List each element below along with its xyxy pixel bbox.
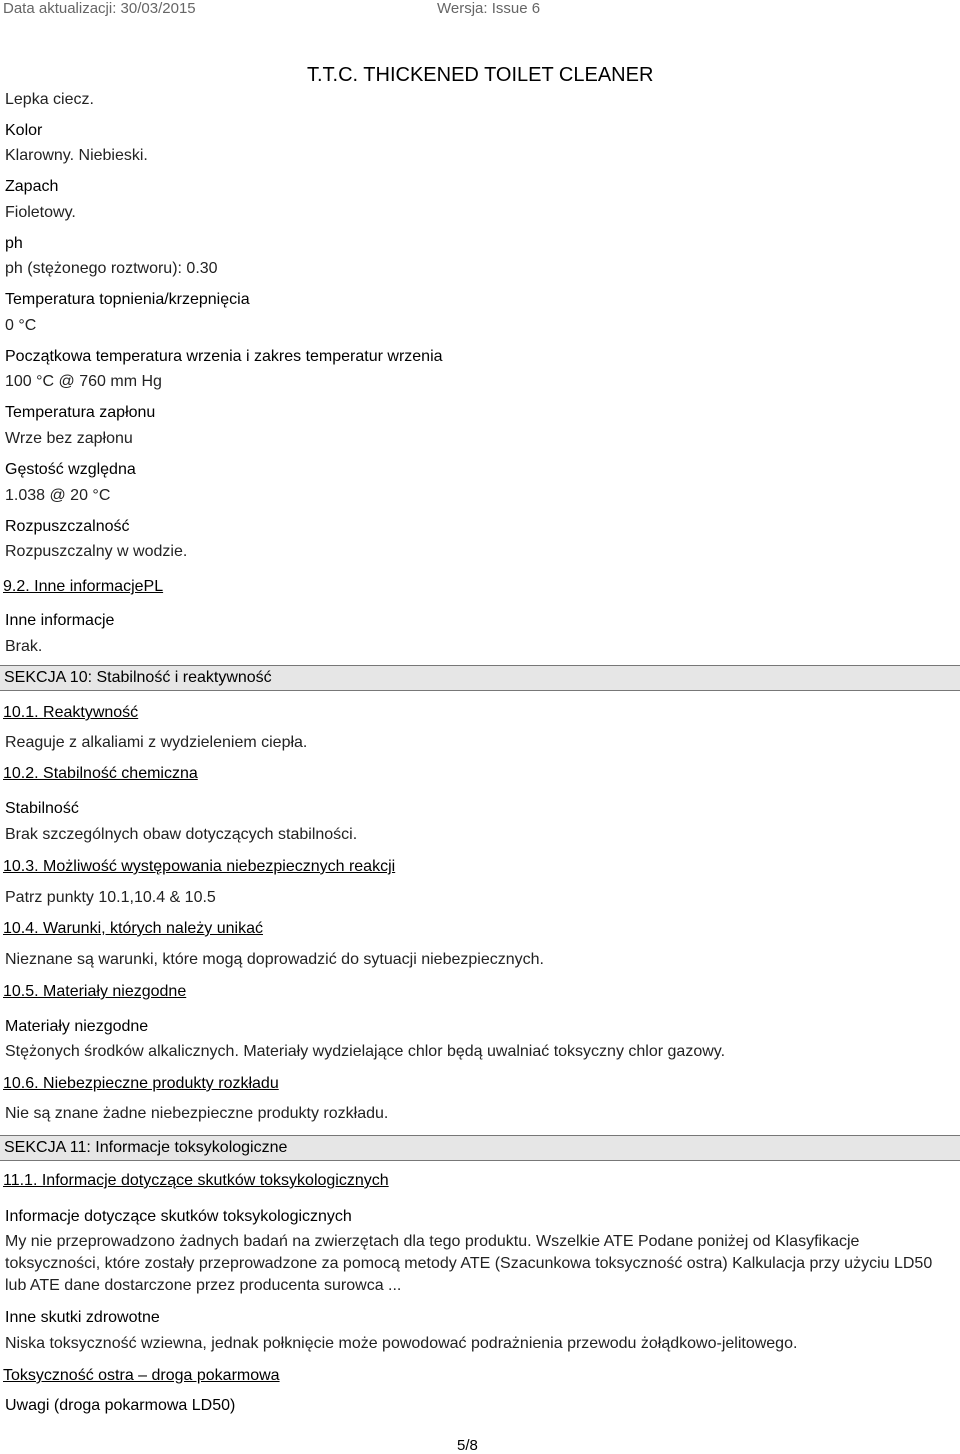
odor-value: Fioletowy. — [5, 204, 76, 221]
page-number: 5/8 — [457, 1437, 478, 1454]
section-10-header — [0, 665, 960, 691]
ph-value: ph (stężonego roztworu): 0.30 — [5, 260, 218, 277]
hazardous-reactions-text: Patrz punkty 10.1,10.4 & 10.5 — [5, 889, 216, 906]
section-11-header — [0, 1135, 960, 1161]
incompatible-materials-text: Stężonych środków alkalicznych. Materiały wydzielające chlor będą uwalniać toksyczny chlor gazowy. — [5, 1043, 726, 1060]
subsection-11-1-heading: 11.1. Informacje dotyczące skutków toksykologicznych — [3, 1172, 389, 1189]
other-info-value: Brak. — [5, 638, 43, 655]
ph-label: ph — [5, 235, 23, 252]
version-label: Wersja: Issue 6 — [437, 0, 541, 17]
other-health-effects-label: Inne skutki zdrowotne — [5, 1309, 160, 1326]
relative-density-value: 1.038 @ 20 °C — [5, 487, 111, 504]
section-11-title: SEKCJA 11: Informacje toksykologiczne — [4, 1139, 288, 1156]
melting-point-value: 0 °C — [5, 317, 37, 334]
odor-label: Zapach — [5, 178, 59, 195]
decomposition-products-text: Nie są znane żadne niebezpieczne produkty rozkładu. — [5, 1105, 389, 1122]
color-label: Kolor — [5, 122, 43, 139]
subsection-10-1-heading: 10.1. Reaktywność — [3, 704, 139, 721]
other-info-label: Inne informacje — [5, 612, 115, 629]
oral-ld50-notes-label: Uwagi (droga pokarmowa LD50) — [5, 1397, 236, 1414]
relative-density-label: Gęstość względna — [5, 461, 136, 478]
toxicological-info-label: Informacje dotyczące skutków toksykologicznych — [5, 1208, 352, 1225]
incompatible-materials-label: Materiały niezgodne — [5, 1018, 149, 1035]
other-health-effects-text: Niska toksyczność wziewna, jednak połknięcie może powodować podrażnienia przewodu żołądkowo-jelitowego. — [5, 1335, 798, 1352]
conditions-avoid-text: Nieznane są warunki, które mogą doprowadzić do sytuacji niebezpiecznych. — [5, 951, 544, 968]
solubility-label: Rozpuszczalność — [5, 518, 130, 535]
subsection-10-6-heading: 10.6. Niebezpieczne produkty rozkładu — [3, 1075, 279, 1092]
subsection-10-2-heading: 10.2. Stabilność chemiczna — [3, 765, 198, 782]
section-10-title: SEKCJA 10: Stabilność i reaktywność — [4, 669, 272, 686]
toxicological-info-text: My nie przeprowadzono żadnych badań na zwierzętach dla tego produktu. Wszelkie ATE Podane poniżej od Klasyfikacje toksyczności, które zostały przeprowadzone za pomocą metody ATE (Szacunkowa toksyczność ostra) Kalkulacja przy użyciu LD50 lub ATE dane dostarczone przez producenta surowca ... — [5, 1233, 933, 1294]
boiling-point-value: 100 °C @ 760 mm Hg — [5, 373, 162, 390]
color-value: Klarowny. Niebieski. — [5, 147, 148, 164]
stability-label: Stabilność — [5, 800, 79, 817]
boiling-point-label: Początkowa temperatura wrzenia i zakres temperatur wrzenia — [5, 348, 443, 365]
flash-point-value: Wrze bez zapłonu — [5, 430, 133, 447]
subsection-10-4-heading: 10.4. Warunki, których należy unikać — [3, 920, 263, 937]
product-title: T.T.C. THICKENED TOILET CLEANER — [307, 64, 654, 86]
melting-point-label: Temperatura topnienia/krzepnięcia — [5, 291, 250, 308]
solubility-value: Rozpuszczalny w wodzie. — [5, 543, 188, 560]
flash-point-label: Temperatura zapłonu — [5, 404, 156, 421]
subsection-10-3-heading: 10.3. Możliwość występowania niebezpiecznych reakcji — [3, 858, 396, 875]
appearance-value: Lepka ciecz. — [5, 91, 94, 108]
subsection-9-2-heading: 9.2. Inne informacjePL — [3, 578, 164, 595]
stability-text: Brak szczególnych obaw dotyczących stabilności. — [5, 826, 358, 843]
reactivity-text: Reaguje z alkaliami z wydzieleniem ciepła. — [5, 734, 308, 751]
revision-date: Data aktualizacji: 30/03/2015 — [3, 0, 196, 17]
subsection-10-5-heading: 10.5. Materiały niezgodne — [3, 983, 187, 1000]
acute-oral-toxicity-heading: Toksyczność ostra – droga pokarmowa — [3, 1367, 280, 1384]
